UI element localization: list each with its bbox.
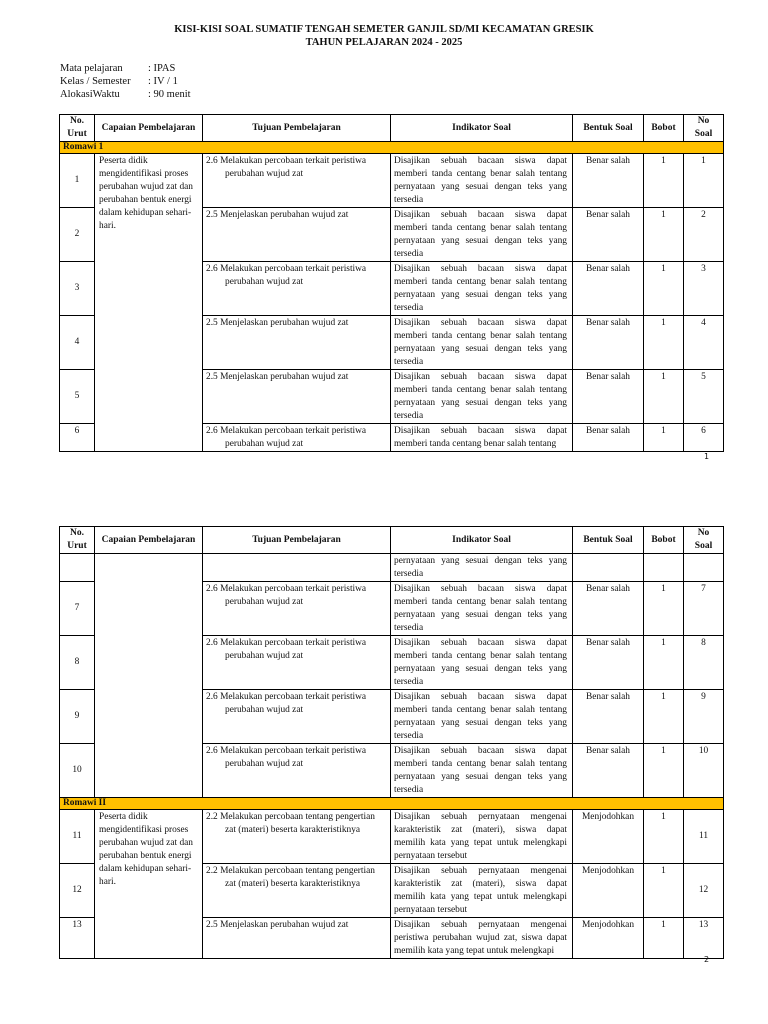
no-urut-cell: 13 <box>60 918 95 959</box>
indikator-cell: Disajikan sebuah bacaan siswa dapat memberi tanda centang benar salah tentang pernyataan yang sesuai dengan teks yang tersedia <box>391 262 573 316</box>
tujuan-cell: 2.2 Melakukan percobaan tentang pengertian zat (materi) beserta karakteristiknya <box>203 810 391 864</box>
bobot-cell: 1 <box>644 154 684 208</box>
indikator-cell: Disajikan sebuah bacaan siswa dapat memberi tanda centang benar salah tentang pernyataan yang sesuai dengan teks yang tersedia <box>391 154 573 208</box>
tujuan-cell: 2.5 Menjelaskan perubahan wujud zat <box>203 918 391 959</box>
indikator-cell: Disajikan sebuah bacaan siswa dapat memberi tanda centang benar salah tentang pernyataan yang sesuai dengan teks yang tersedia <box>391 370 573 424</box>
no-urut-cell: 3 <box>60 262 95 316</box>
tujuan-cell: 2.5 Menjelaskan perubahan wujud zat <box>203 316 391 370</box>
bentuk-cell: Benar salah <box>573 262 644 316</box>
table-row <box>60 154 724 208</box>
tujuan-cell: 2.6 Melakukan percobaan terkait peristiwa perubahan wujud zat <box>203 636 391 690</box>
section-row-romawi-2: Romawi II <box>60 798 724 810</box>
bobot-cell: 1 <box>644 208 684 262</box>
bobot-cell: 1 <box>644 582 684 636</box>
col-indikator: Indikator Soal <box>391 527 573 554</box>
tujuan-cell: 2.6 Melakukan percobaan terkait peristiwa perubahan wujud zat <box>203 690 391 744</box>
indikator-cell: Disajikan sebuah pernyataan mengenai karakteristik zat (materi), siswa dapat memilih kata yang tepat untuk melengkapi pernyataan tersebut <box>391 864 573 918</box>
tujuan-cell: 2.5 Menjelaskan perubahan wujud zat <box>203 208 391 262</box>
meta-alokasi-label: AlokasiWaktu <box>60 89 120 100</box>
no-soal-cell: 10 <box>684 744 724 798</box>
bentuk-cell: Benar salah <box>573 208 644 262</box>
no-urut-cell: 9 <box>60 690 95 744</box>
no-soal-cell: 5 <box>684 370 724 424</box>
col-no-soal: No Soal <box>684 527 724 554</box>
indikator-cell: Disajikan sebuah bacaan siswa dapat memberi tanda centang benar salah tentang pernyataan yang sesuai dengan teks yang tersedia <box>391 690 573 744</box>
no-urut-cell: 12 <box>60 864 95 918</box>
no-urut-cell: 7 <box>60 582 95 636</box>
col-capaian: Capaian Pembelajaran <box>95 527 203 554</box>
no-soal-cell: 7 <box>684 582 724 636</box>
tujuan-cell: 2.6 Melakukan percobaan terkait peristiwa perubahan wujud zat <box>203 154 391 208</box>
kisi-kisi-table-page1 <box>59 114 724 452</box>
no-soal-cell: 12 <box>684 864 724 918</box>
bentuk-cell: Benar salah <box>573 316 644 370</box>
bentuk-cell: Benar salah <box>573 424 644 452</box>
bobot-cell: 1 <box>644 690 684 744</box>
no-urut-cell: 8 <box>60 636 95 690</box>
no-urut-cell: 6 <box>60 424 95 452</box>
tujuan-cell: 2.2 Melakukan percobaan tentang pengertian zat (materi) beserta karakteristiknya <box>203 864 391 918</box>
capaian-cell: Peserta didik mengidentifikasi proses perubahan wujud zat dan perubahan bentuk energi dalam kehidupan sehari- hari. <box>95 154 203 452</box>
meta-mapel-label: Mata pelajaran <box>60 63 123 74</box>
page-number: 1 <box>704 452 710 461</box>
bentuk-cell: Benar salah <box>573 690 644 744</box>
indikator-cell: pernyataan yang sesuai dengan teks yang tersedia <box>391 554 573 582</box>
no-urut-cell: 2 <box>60 208 95 262</box>
bobot-cell: 1 <box>644 636 684 690</box>
table-header-row <box>60 527 724 554</box>
bobot-cell: 1 <box>644 810 684 864</box>
kisi-kisi-table-page2 <box>59 526 724 959</box>
no-soal-cell: 3 <box>684 262 724 316</box>
no-urut-cell: 10 <box>60 744 95 798</box>
indikator-cell: Disajikan sebuah bacaan siswa dapat memberi tanda centang benar salah tentang pernyataan yang sesuai dengan teks yang tersedia <box>391 582 573 636</box>
col-bentuk: Bentuk Soal <box>573 527 644 554</box>
no-soal-cell: 4 <box>684 316 724 370</box>
tujuan-cell: 2.6 Melakukan percobaan terkait peristiwa perubahan wujud zat <box>203 744 391 798</box>
meta-kelas-label: Kelas / Semester <box>60 76 131 87</box>
capaian-cell-empty <box>95 554 203 798</box>
col-bobot: Bobot <box>644 115 684 142</box>
indikator-cell: Disajikan sebuah pernyataan mengenai peristiwa perubahan wujud zat, siswa dapat memilih kata yang tepat untuk melengkapi <box>391 918 573 959</box>
no-soal-cell: 1 <box>684 154 724 208</box>
tujuan-cell: 2.6 Melakukan percobaan terkait peristiwa perubahan wujud zat <box>203 424 391 452</box>
bobot-cell: 1 <box>644 262 684 316</box>
capaian-cell: Peserta didik mengidentifikasi proses perubahan wujud zat dan perubahan bentuk energi dalam kehidupan sehari- hari. <box>95 810 203 959</box>
tujuan-cell: 2.5 Menjelaskan perubahan wujud zat <box>203 370 391 424</box>
no-urut-cell: 5 <box>60 370 95 424</box>
bobot-cell: 1 <box>644 744 684 798</box>
bentuk-cell: Menjodohkan <box>573 864 644 918</box>
bobot-cell: 1 <box>644 316 684 370</box>
bobot-cell: 1 <box>644 370 684 424</box>
tujuan-cell: 2.6 Melakukan percobaan terkait peristiwa perubahan wujud zat <box>203 582 391 636</box>
meta-mapel-value: : IPAS <box>148 63 176 74</box>
indikator-cell: Disajikan sebuah bacaan siswa dapat memberi tanda centang benar salah tentang pernyataan yang sesuai dengan teks yang tersedia <box>391 316 573 370</box>
bentuk-cell: Benar salah <box>573 154 644 208</box>
no-soal-cell: 13 <box>684 918 724 959</box>
table-row <box>60 810 724 864</box>
document-title-line2: TAHUN PELAJARAN 2024 - 2025 <box>305 37 463 48</box>
no-urut-cell: 11 <box>60 810 95 864</box>
no-soal-cell: 6 <box>684 424 724 452</box>
indikator-cell: Disajikan sebuah pernyataan mengenai karakteristik zat (materi), siswa dapat memilih kata yang tepat untuk melengkapi pernyataan tersebut <box>391 810 573 864</box>
col-indikator: Indikator Soal <box>391 115 573 142</box>
meta-kelas-value: : IV / 1 <box>148 76 178 87</box>
bobot-cell: 1 <box>644 864 684 918</box>
bentuk-cell: Menjodohkan <box>573 810 644 864</box>
page-number: 2 <box>704 955 710 964</box>
col-no-urut: No. Urut <box>60 115 95 142</box>
bentuk-cell: Menjodohkan <box>573 918 644 959</box>
indikator-cell: Disajikan sebuah bacaan siswa dapat memberi tanda centang benar salah tentang pernyataan yang sesuai dengan teks yang tersedia <box>391 636 573 690</box>
table-header-row <box>60 115 724 142</box>
section-row-romawi-1: Romawi 1 <box>60 142 724 154</box>
bentuk-cell: Benar salah <box>573 636 644 690</box>
col-tujuan: Tujuan Pembelajaran <box>203 115 391 142</box>
bentuk-cell: Benar salah <box>573 582 644 636</box>
table-row-continued <box>60 554 724 582</box>
no-urut-cell: 4 <box>60 316 95 370</box>
tujuan-cell: 2.6 Melakukan percobaan terkait peristiwa perubahan wujud zat <box>203 262 391 316</box>
col-capaian: Capaian Pembelajaran <box>95 115 203 142</box>
no-soal-cell: 9 <box>684 690 724 744</box>
indikator-cell: Disajikan sebuah bacaan siswa dapat memberi tanda centang benar salah tentang pernyataan yang sesuai dengan teks yang tersedia <box>391 208 573 262</box>
indikator-cell: Disajikan sebuah bacaan siswa dapat memberi tanda centang benar salah tentang <box>391 424 573 452</box>
no-urut-cell: 1 <box>60 154 95 208</box>
no-soal-cell: 11 <box>684 810 724 864</box>
col-bobot: Bobot <box>644 527 684 554</box>
col-bentuk: Bentuk Soal <box>573 115 644 142</box>
bobot-cell: 1 <box>644 424 684 452</box>
indikator-cell: Disajikan sebuah bacaan siswa dapat memberi tanda centang benar salah tentang pernyataan yang sesuai dengan teks yang tersedia <box>391 744 573 798</box>
bentuk-cell: Benar salah <box>573 744 644 798</box>
col-tujuan: Tujuan Pembelajaran <box>203 527 391 554</box>
col-no-soal: No Soal <box>684 115 724 142</box>
bentuk-cell: Benar salah <box>573 370 644 424</box>
meta-alokasi-value: : 90 menit <box>148 89 191 100</box>
col-no-urut: No. Urut <box>60 527 95 554</box>
bobot-cell: 1 <box>644 918 684 959</box>
no-soal-cell: 8 <box>684 636 724 690</box>
no-soal-cell: 2 <box>684 208 724 262</box>
meta-info <box>60 62 191 101</box>
document-title-line1: KISI-KISI SOAL SUMATIF TENGAH SEMETER GANJIL SD/MI KECAMATAN GRESIK <box>174 24 594 35</box>
